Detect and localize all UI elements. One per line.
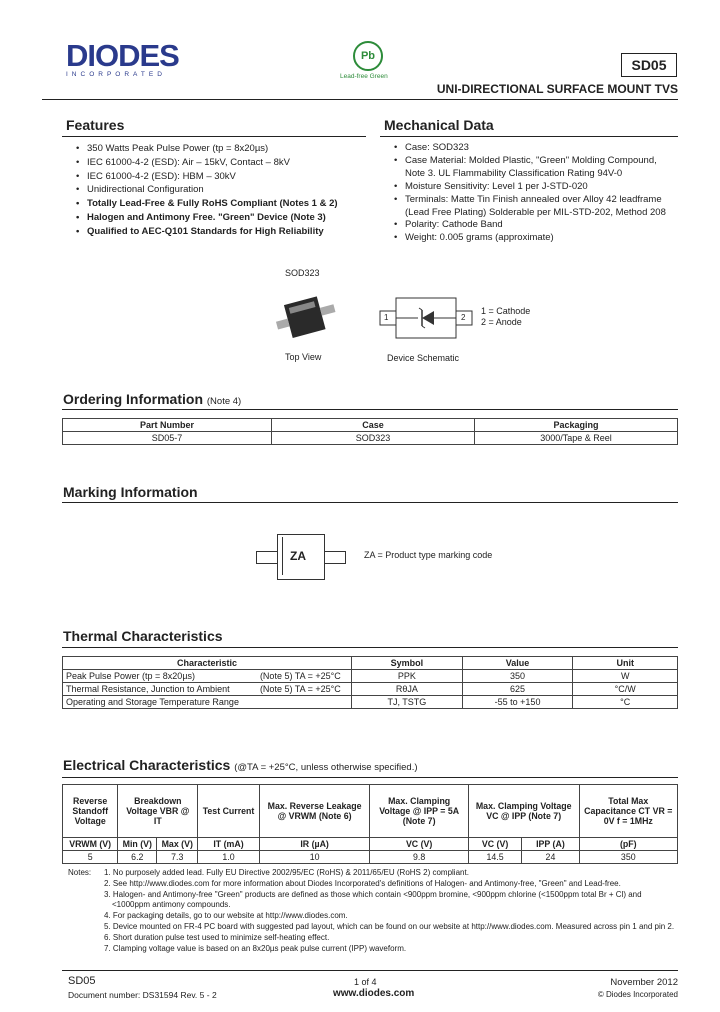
- marking-code: ZA: [290, 549, 306, 563]
- footer-page: 1 of 4: [354, 977, 377, 987]
- lead-free-icon: Pb: [353, 41, 383, 71]
- brand-subtitle: INCORPORATED: [66, 71, 166, 78]
- feature-item: • Totally Lead-Free & Fully RoHS Compliant (Notes 1 & 2): [76, 197, 366, 211]
- table-row: [63, 670, 678, 683]
- table-cell: 350: [579, 851, 677, 864]
- note-item: 4. For packaging details, go to our website at http://www.diodes.com.: [104, 911, 348, 921]
- mechanical-item: • Case: SOD323: [394, 142, 674, 155]
- table-header: Part Number: [63, 419, 272, 432]
- feature-item: • IEC 61000-4-2 (ESD): HBM – 30kV: [76, 170, 366, 184]
- table-cell: 14.5: [468, 851, 522, 864]
- table-cell: SOD323: [272, 432, 475, 445]
- marking-heading: Marking Information: [63, 484, 198, 500]
- footer-docnum: Document number: DS31594 Rev. 5 - 2: [68, 990, 217, 1000]
- table-cell: °C/W: [573, 683, 678, 696]
- cathode-legend: 1 = Cathode: [481, 306, 531, 316]
- marking-divider: [62, 502, 678, 503]
- table-header: Case: [272, 419, 475, 432]
- feature-item: • IEC 61000-4-2 (ESD): Air – 15kV, Contact – 8kV: [76, 156, 366, 170]
- table-cell: Thermal Resistance, Junction to Ambient: [63, 683, 257, 696]
- ordering-table: [62, 418, 678, 445]
- feature-item: • 350 Watts Peak Pulse Power (tp = 8x20µs): [76, 142, 366, 156]
- table-header-row: [63, 419, 678, 432]
- feature-item: • Halogen and Antimony Free. "Green" Device (Note 3): [76, 211, 366, 225]
- table-header: VC (V): [370, 838, 468, 851]
- mechanical-item: • Weight: 0.005 grams (approximate): [394, 232, 674, 245]
- table-cell: (Note 5) TA = +25°C: [257, 670, 352, 683]
- pin-2-label: 2: [461, 313, 466, 322]
- electrical-table: [62, 784, 678, 864]
- document-subtitle: UNI-DIRECTIONAL SURFACE MOUNT TVS: [436, 82, 678, 96]
- table-header: Breakdown Voltage VBR @ IT: [118, 785, 198, 838]
- lead-free-caption: Lead-free Green: [340, 73, 388, 80]
- table-row: [63, 851, 678, 864]
- table-cell: RθJA: [352, 683, 463, 696]
- ordering-heading: [63, 391, 241, 407]
- mechanical-heading: Mechanical Data: [384, 117, 494, 133]
- table-cell: Peak Pulse Power (tp = 8x20µs): [63, 670, 257, 683]
- table-row: [63, 432, 678, 445]
- table-header: Unit: [573, 657, 678, 670]
- table-header: VC (V): [468, 838, 522, 851]
- table-cell: W: [573, 670, 678, 683]
- thermal-heading: Thermal Characteristics: [63, 628, 223, 644]
- table-header-row: [63, 657, 678, 670]
- package-top-view-drawing: [268, 282, 358, 352]
- mechanical-list: [394, 142, 674, 245]
- mechanical-item: • Case Material: Molded Plastic, "Green" Molding Compound, Note 3. UL Flammability Classification Rating 94V-0: [394, 155, 674, 181]
- table-header: Reverse Standoff Voltage: [63, 785, 118, 838]
- table-header: IR (µA): [259, 838, 370, 851]
- features-list: [76, 142, 366, 239]
- table-cell: 625: [462, 683, 573, 696]
- table-row: [63, 696, 678, 709]
- schematic-label: Device Schematic: [387, 353, 460, 363]
- footer-part: SD05: [68, 975, 96, 987]
- footer-date: November 2012: [610, 977, 678, 988]
- ordering-note: (Note 4): [206, 396, 242, 407]
- feature-item: • Unidirectional Configuration: [76, 183, 366, 197]
- electrical-heading: [63, 757, 418, 773]
- table-cell: TJ, TSTG: [352, 696, 463, 709]
- ordering-title: Ordering Information: [63, 391, 203, 407]
- package-name: SOD323: [285, 268, 320, 278]
- footer-divider: [62, 970, 678, 971]
- table-cell: SD05-7: [63, 432, 272, 445]
- table-header: Max. Clamping Voltage VC @ IPP (Note 7): [468, 785, 579, 838]
- table-header: Max (V): [157, 838, 198, 851]
- mechanical-divider: [380, 136, 678, 137]
- brand-logo: DIODES: [66, 38, 179, 73]
- table-header-row: [63, 785, 678, 838]
- electrical-condition: (@TA = +25°C, unless otherwise specified.): [234, 762, 418, 773]
- electrical-title: Electrical Characteristics: [63, 757, 231, 773]
- notes-block: [68, 868, 680, 954]
- thermal-table: [62, 656, 678, 709]
- table-cell: 7.3: [157, 851, 198, 864]
- mechanical-item: • Polarity: Cathode Band: [394, 219, 674, 232]
- electrical-divider: [62, 777, 678, 778]
- table-header: VRWM (V): [63, 838, 118, 851]
- table-cell: 3000/Tape & Reel: [475, 432, 678, 445]
- table-cell: -55 to +150: [462, 696, 573, 709]
- part-number-box: SD05: [621, 53, 677, 77]
- table-cell: 24: [522, 851, 579, 864]
- marking-cathode-band: [282, 537, 283, 575]
- note-item: 7. Clamping voltage value is based on an 8x20µs peak pulse current (IPP) waveform.: [104, 943, 407, 953]
- mechanical-item: • Terminals: Matte Tin Finish annealed over Alloy 42 leadframe (Lead Free Plating) Solderable per MIL-STD-202, Method 208: [394, 194, 674, 220]
- features-divider: [62, 136, 366, 137]
- notes-label: Notes:: [68, 868, 92, 877]
- table-cell: 350: [462, 670, 573, 683]
- table-header: Max. Clamping Voltage @ IPP = 5A (Note 7): [370, 785, 468, 838]
- feature-item: • Qualified to AEC-Q101 Standards for High Reliability: [76, 225, 366, 239]
- ordering-divider: [62, 409, 678, 410]
- anode-legend: 2 = Anode: [481, 317, 522, 327]
- table-header: Value: [462, 657, 573, 670]
- table-cell: 5: [63, 851, 118, 864]
- table-header: (pF): [579, 838, 677, 851]
- table-unit-row: [63, 838, 678, 851]
- table-header: IPP (A): [522, 838, 579, 851]
- top-view-label: Top View: [285, 352, 322, 362]
- footer-copyright: © Diodes Incorporated: [597, 990, 678, 999]
- table-cell: 9.8: [370, 851, 468, 864]
- device-schematic-drawing: [378, 296, 474, 340]
- mechanical-item: • Moisture Sensitivity: Level 1 per J-STD-020: [394, 181, 674, 194]
- table-cell: 1.0: [198, 851, 260, 864]
- note-item: 3. Halogen- and Antimony-free "Green" products are defined as those which contain <900ppm bromine, <900ppm chlorine (<1500ppm total Br + Cl) and <1000ppm antimony compounds.: [104, 889, 642, 910]
- table-header: Test Current: [198, 785, 260, 838]
- table-row: [63, 683, 678, 696]
- thermal-divider: [62, 647, 678, 648]
- table-cell: PPK: [352, 670, 463, 683]
- table-cell: (Note 5) TA = +25°C: [257, 683, 352, 696]
- table-cell: 6.2: [118, 851, 157, 864]
- features-heading: Features: [66, 117, 125, 133]
- marking-lead-right: [322, 551, 346, 564]
- table-cell: 10: [259, 851, 370, 864]
- marking-legend: ZA = Product type marking code: [364, 550, 493, 560]
- table-header: Symbol: [352, 657, 463, 670]
- table-cell: Operating and Storage Temperature Range: [63, 696, 257, 709]
- table-cell: °C: [573, 696, 678, 709]
- note-item: 5. Device mounted on FR-4 PC board with suggested pad layout, which can be found on our website at http://www.diodes.com. Measured across pin 1 and pin 2.: [104, 921, 675, 931]
- note-item: 6. Short duration pulse test used to minimize self-heating effect.: [104, 932, 330, 942]
- table-header: Total Max Capacitance CT VR = 0V f = 1MHz: [579, 785, 677, 838]
- table-header: Packaging: [475, 419, 678, 432]
- note-item: 2. See http://www.diodes.com for more information about Diodes Incorporated's definitions of Halogen- and Antimony-free, "Green" and Lead-free.: [104, 878, 621, 888]
- table-header: Max. Reverse Leakage @ VRWM (Note 6): [259, 785, 370, 838]
- header-divider: [42, 99, 678, 100]
- note-item: 1. No purposely added lead. Fully EU Directive 2002/95/EC (RoHS) & 2011/65/EU (RoHS 2) compliant.: [104, 868, 469, 877]
- table-header: Min (V): [118, 838, 157, 851]
- table-header: Characteristic: [63, 657, 352, 670]
- table-cell: [257, 696, 352, 709]
- table-header: IT (mA): [198, 838, 260, 851]
- footer-url-link[interactable]: www.diodes.com: [333, 988, 415, 999]
- pin-1-label: 1: [384, 313, 389, 322]
